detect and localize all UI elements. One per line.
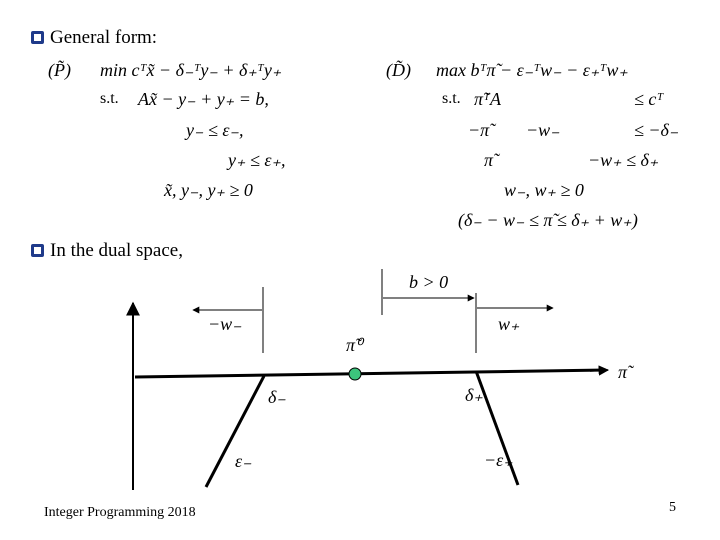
primal-constraint-3: y₊ ≤ ε₊, [228, 150, 286, 170]
dual-constraint-2a: −π̃ [468, 120, 490, 140]
pi0-point [349, 368, 361, 380]
primal-st: s.t. [100, 90, 119, 107]
primal-name: (P̃) [48, 60, 71, 80]
dual-constraint-3a: π̃ [484, 150, 494, 170]
bullet-dual-space: In the dual space, [50, 240, 183, 261]
label-dplus: δ₊ [465, 385, 483, 405]
label-dminus: δ₋ [268, 387, 286, 407]
label-b: b > 0 [409, 272, 449, 292]
pi-axis-arrow [590, 370, 608, 371]
dual-constraint-2b: −w₋ [526, 120, 560, 140]
label-eplus: −ε₊ [484, 450, 513, 470]
label-eminus: ε₋ [235, 451, 252, 471]
dual-st: s.t. [442, 90, 461, 107]
primal-objective: min cᵀx̃ − δ₋ᵀy₋ + δ₊ᵀy₊ [100, 60, 282, 80]
bullet-general-form: General form: [50, 27, 158, 48]
page-number: 5 [669, 500, 676, 515]
label-pi0: π̃⁰ [346, 335, 363, 355]
label-wplus: w₊ [498, 314, 520, 334]
primal-constraint-4: x̃, y₋, y₊ ≥ 0 [164, 180, 253, 200]
dual-constraint-3b: −w₊ ≤ δ₊ [588, 150, 659, 170]
label-pi: π̃ [618, 362, 628, 382]
dual-constraint-5: (δ₋ − w₋ ≤ π̃ ≤ δ₊ + w₊) [458, 210, 638, 230]
dual-constraint-4: w₋, w₊ ≥ 0 [504, 180, 584, 200]
dual-constraint-2c: ≤ −δ₋ [634, 120, 679, 140]
primal-constraint-2: y₋ ≤ ε₋, [186, 120, 244, 140]
pi-axis [135, 370, 606, 377]
label-wminus: −w₋ [208, 314, 242, 334]
dual-constraint-1a: π̃ᵀA [474, 89, 501, 109]
dual-objective: max bᵀπ̃ − ε₋ᵀw₋ − ε₊ᵀw₊ [436, 60, 628, 80]
primal-constraint-1: Ax̃ − y₋ + y₊ = b, [138, 89, 269, 109]
dual-constraint-1b: ≤ cᵀ [634, 89, 664, 109]
dual-name: (D̃) [386, 60, 411, 80]
footer-text: Integer Programming 2018 [44, 505, 196, 520]
